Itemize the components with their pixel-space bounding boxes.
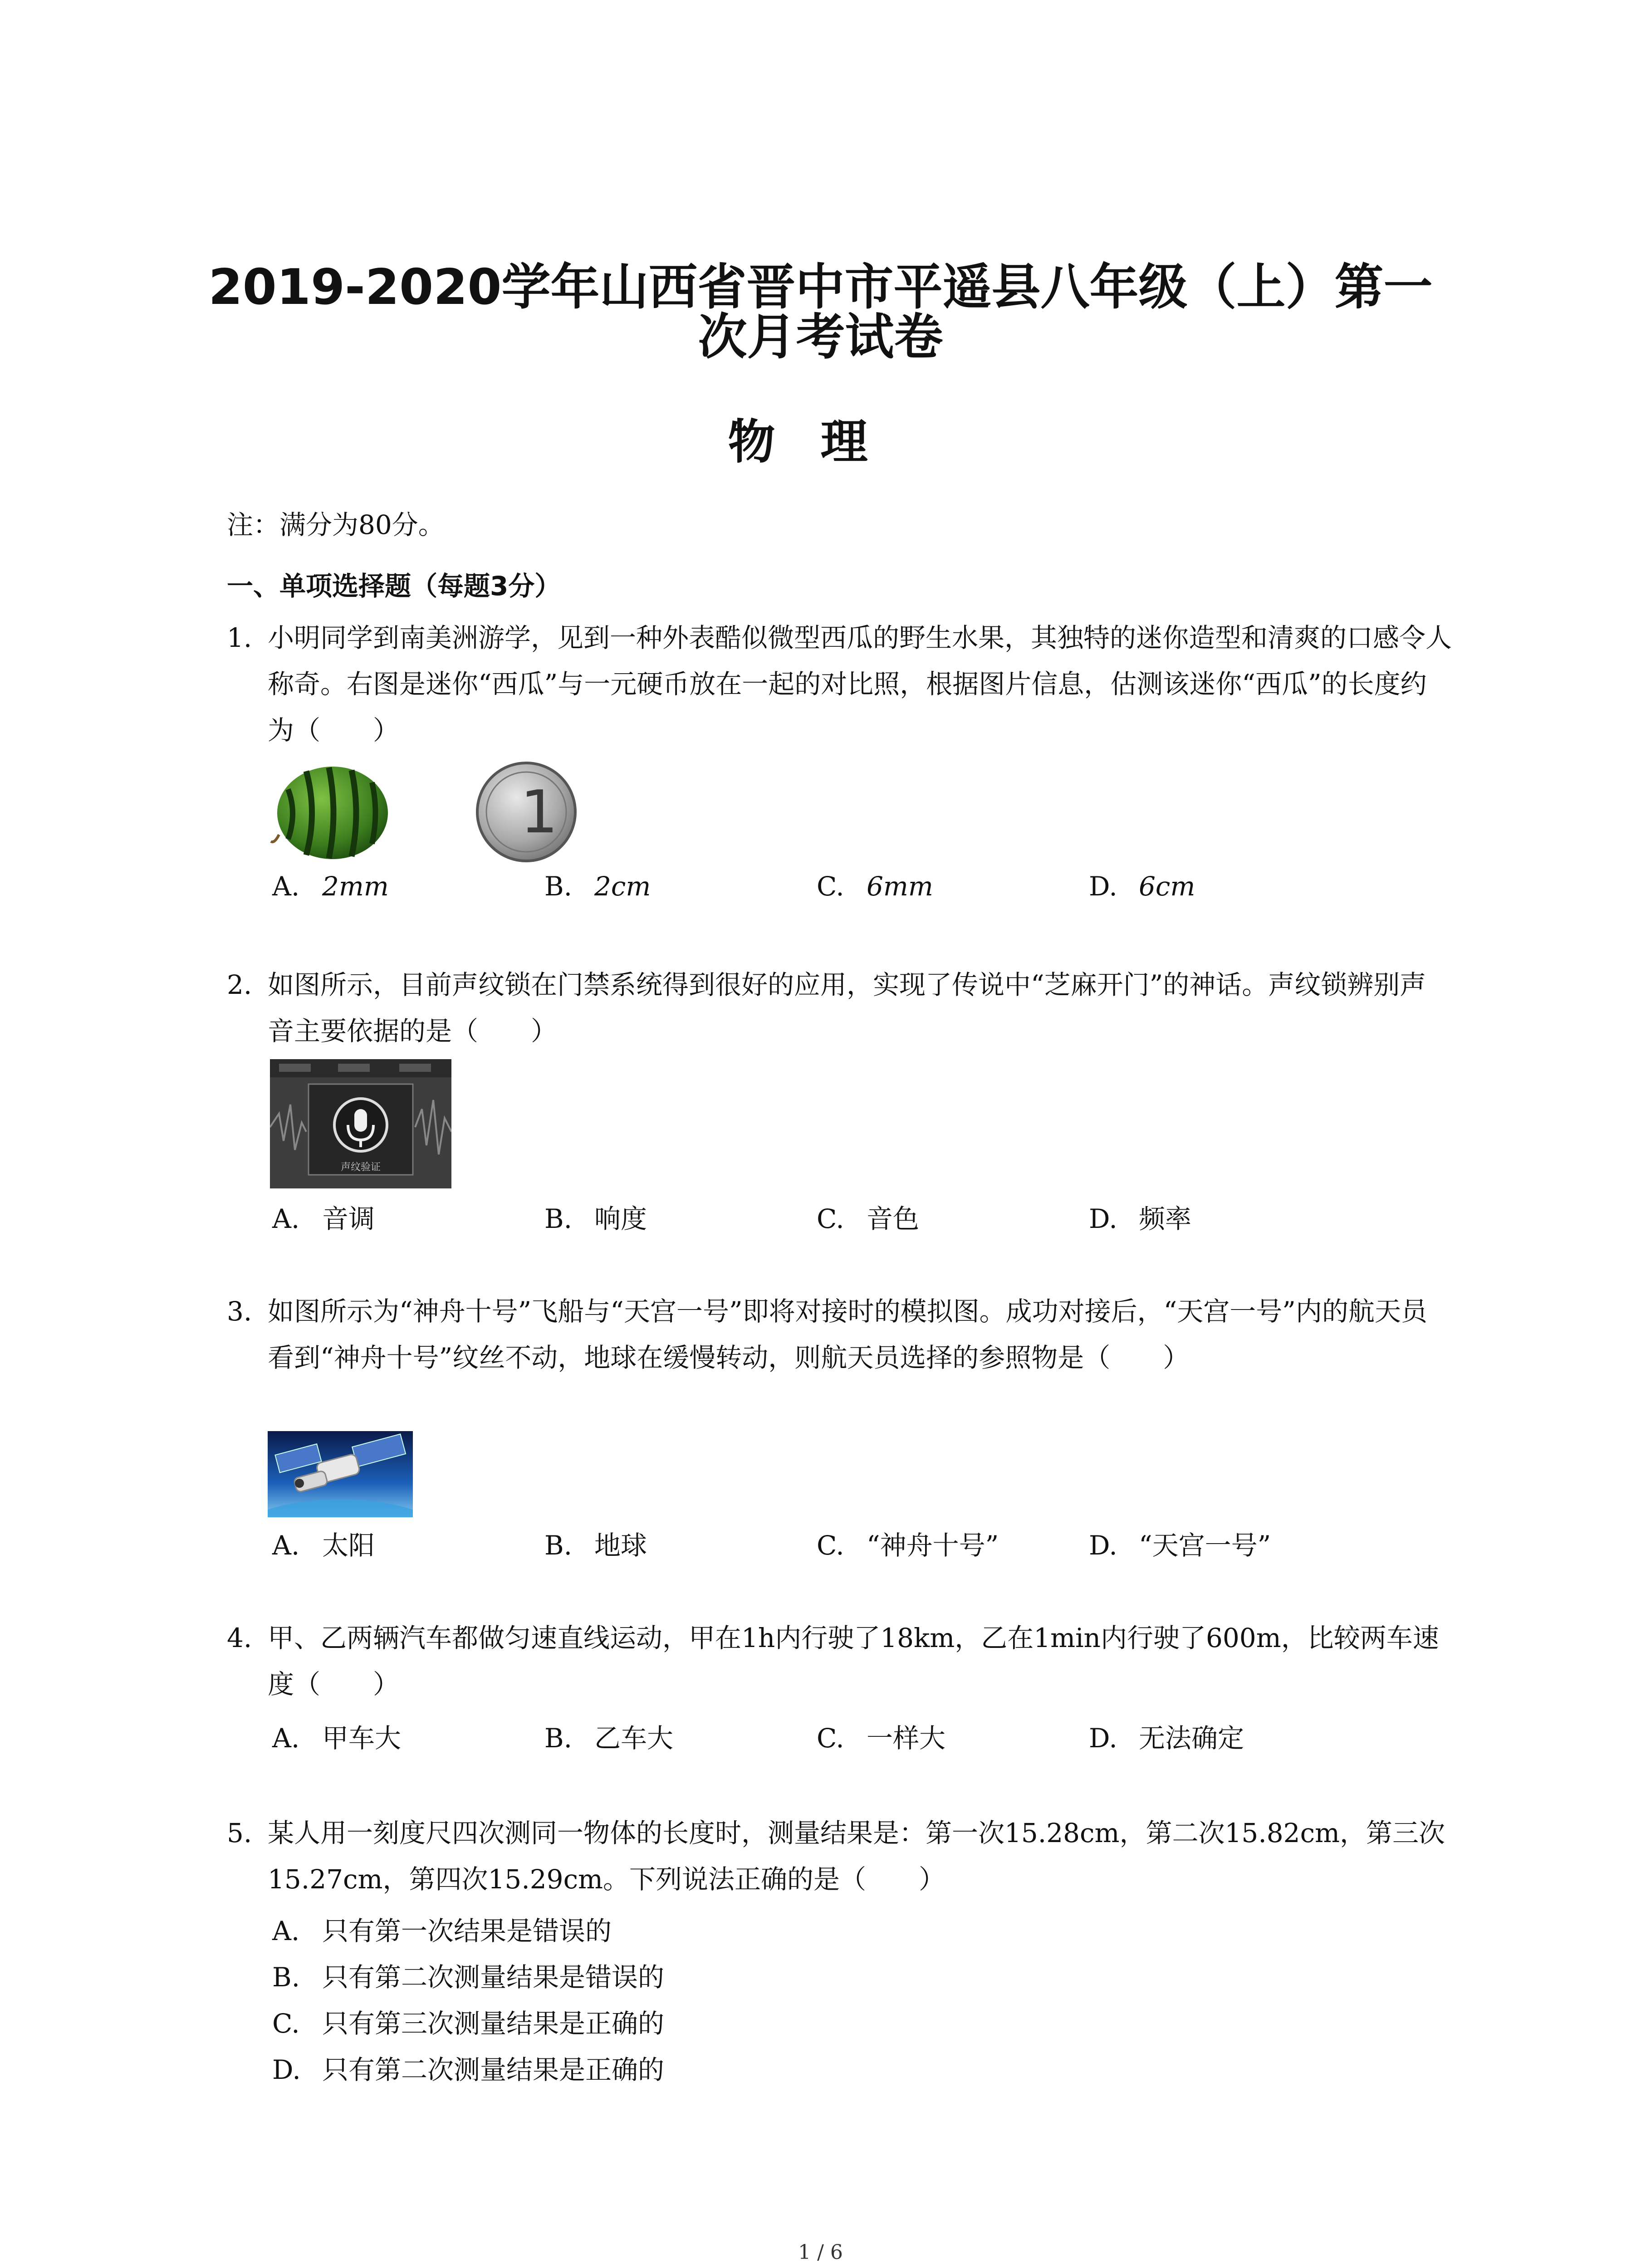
voiceprint-caption: 声纹验证 bbox=[340, 1162, 381, 1173]
q1-option-b[interactable]: B. 2cm bbox=[544, 871, 651, 902]
question-number: 2. bbox=[227, 969, 252, 1000]
q1-option-d[interactable]: D. 6cm bbox=[1089, 871, 1195, 902]
watermelon-image bbox=[270, 762, 392, 862]
question-text: 如图所示为“神舟十号”飞船与“天宫一号”即将对接时的模拟图。成功对接后，“天宫一号”内的航天员看到“神舟十号”纹丝不动，地球在缓慢转动，则航天员选择的参照物是（ ） bbox=[268, 1296, 1427, 1373]
question-2 bbox=[227, 962, 1452, 1054]
q2-option-c[interactable]: C. 音色 bbox=[817, 1203, 920, 1234]
q2-option-a[interactable]: A. 音调 bbox=[272, 1203, 375, 1234]
coin-denomination: 1 bbox=[520, 777, 558, 846]
question-text: 甲、乙两辆汽车都做匀速直线运动，甲在1h内行驶了18km，乙在1min内行驶了600m，比较两车速度（ ） bbox=[268, 1623, 1439, 1700]
exam-title-line1: 2019-2020学年山西省晋中市平遥县八年级（上）第一 bbox=[208, 259, 1433, 316]
question-3 bbox=[227, 1288, 1452, 1381]
q4-option-c[interactable]: C. 一样大 bbox=[817, 1723, 946, 1754]
question-5 bbox=[227, 1810, 1452, 1902]
question-4 bbox=[227, 1615, 1452, 1707]
score-note: 注：满分为80分。 bbox=[227, 509, 445, 540]
q4-option-d[interactable]: D. 无法确定 bbox=[1089, 1723, 1244, 1754]
question-number: 3. bbox=[227, 1296, 252, 1327]
coin-image bbox=[474, 760, 578, 864]
q5-option-c[interactable]: C. 只有第三次测量结果是正确的 bbox=[272, 2008, 665, 2039]
q1-option-a[interactable]: A. 2mm bbox=[272, 871, 389, 902]
section-heading-single-choice: 一、单项选择题（每题3分） bbox=[227, 571, 561, 601]
q4-option-b[interactable]: B. 乙车大 bbox=[544, 1723, 674, 1754]
page-number: 1 / 6 bbox=[798, 2241, 843, 2264]
question-text: 某人用一刻度尺四次测同一物体的长度时，测量结果是：第一次15.28cm，第二次15.82cm，第三次15.27cm，第四次15.29cm。下列说法正确的是（ ） bbox=[268, 1818, 1445, 1895]
q5-option-d[interactable]: D. 只有第二次测量结果是正确的 bbox=[272, 2054, 665, 2085]
q2-option-b[interactable]: B. 响度 bbox=[544, 1203, 647, 1234]
q2-option-d[interactable]: D. 频率 bbox=[1089, 1203, 1192, 1234]
question-1 bbox=[227, 615, 1452, 753]
spacecraft-docking-image bbox=[268, 1431, 413, 1517]
exam-title-line2: 次月考试卷 bbox=[698, 309, 943, 366]
q3-option-b[interactable]: B. 地球 bbox=[544, 1530, 647, 1561]
voiceprint-lock-image bbox=[270, 1059, 451, 1188]
q5-option-a[interactable]: A. 只有第一次结果是错误的 bbox=[272, 1916, 612, 1946]
q3-option-c[interactable]: C. “神舟十号” bbox=[817, 1530, 999, 1561]
question-text: 小明同学到南美洲游学，见到一种外表酷似微型西瓜的野生水果，其独特的迷你造型和清爽的口感令人称奇。右图是迷你“西瓜”与一元硬币放在一起的对比照，根据图片信息，估测该迷你“西瓜”的长度约为（ ） bbox=[268, 622, 1452, 746]
question-number: 4. bbox=[227, 1623, 252, 1653]
q3-option-a[interactable]: A. 太阳 bbox=[272, 1530, 375, 1561]
q4-option-a[interactable]: A. 甲车大 bbox=[272, 1723, 402, 1754]
q1-option-c[interactable]: C. 6mm bbox=[817, 871, 933, 902]
subject-heading: 物理 bbox=[728, 414, 913, 469]
q5-option-b[interactable]: B. 只有第二次测量结果是错误的 bbox=[272, 1962, 665, 1993]
q3-option-d[interactable]: D. “天宫一号” bbox=[1089, 1530, 1271, 1561]
question-text: 如图所示，目前声纹锁在门禁系统得到很好的应用，实现了传说中“芝麻开门”的神话。声纹锁辨别声音主要依据的是（ ） bbox=[268, 969, 1426, 1046]
question-number: 1. bbox=[227, 622, 252, 653]
question-number: 5. bbox=[227, 1818, 252, 1848]
